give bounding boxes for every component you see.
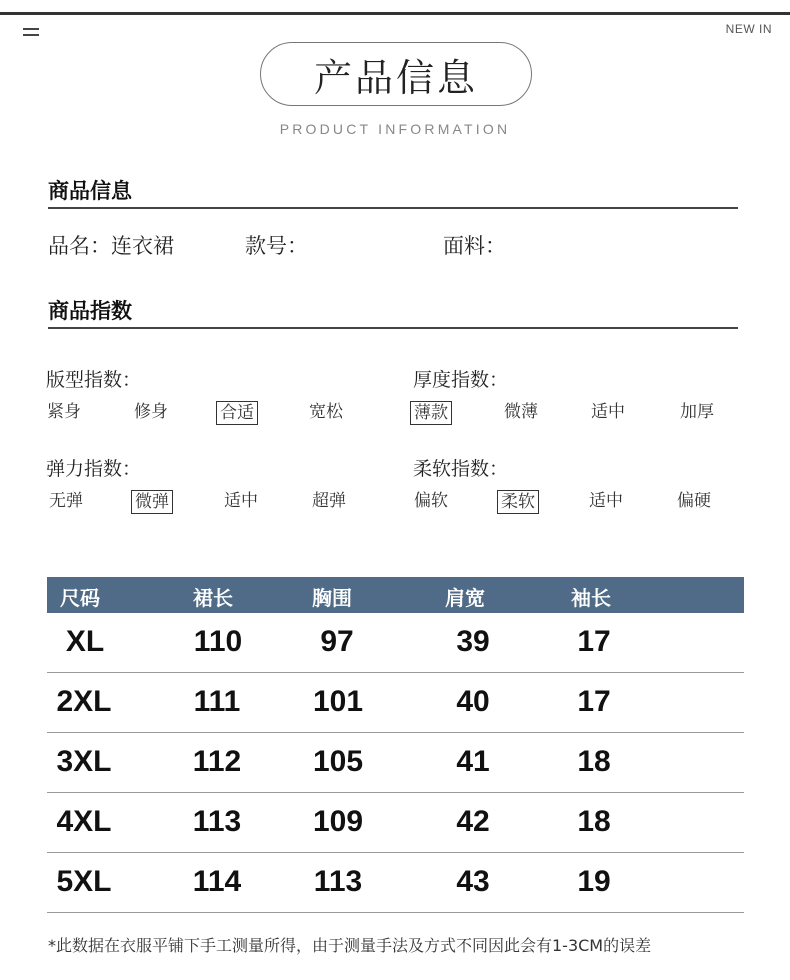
style-number: 款号： xyxy=(245,234,308,258)
dress-length-cell: 110 xyxy=(193,625,243,658)
bust-cell: 105 xyxy=(312,745,364,778)
sleeve-length-cell: 18 xyxy=(577,745,611,778)
thickness-index-label: 厚度指数： xyxy=(413,369,509,391)
dress-length-cell: 114 xyxy=(192,865,242,898)
bust-cell: 101 xyxy=(312,685,364,718)
stretch-option-medium: 适中 xyxy=(224,491,258,511)
shoulder-cell: 39 xyxy=(456,625,490,658)
softness-option-soft-selected: 柔软 xyxy=(497,490,539,514)
stretch-index-label: 弹力指数： xyxy=(46,458,142,480)
sleeve-length-cell: 17 xyxy=(577,625,611,658)
fit-option-regular-selected: 合适 xyxy=(216,401,258,425)
fit-option-loose: 宽松 xyxy=(309,402,343,422)
bust-cell: 97 xyxy=(320,625,354,658)
thickness-option-medium: 适中 xyxy=(591,402,625,422)
size-cell: 4XL xyxy=(56,805,112,838)
header-size: 尺码 xyxy=(60,586,100,610)
new-in-link[interactable]: NEW IN xyxy=(725,22,772,36)
size-cell: 3XL xyxy=(56,745,112,778)
fit-option-slim: 修身 xyxy=(134,402,168,422)
dress-length-cell: 111 xyxy=(193,685,241,718)
size-cell: XL xyxy=(65,625,105,658)
bust-cell: 109 xyxy=(312,805,364,838)
header-shoulder: 肩宽 xyxy=(445,586,485,610)
stretch-option-slight-selected: 微弹 xyxy=(131,490,173,514)
table-row xyxy=(47,673,744,733)
product-name: 品名：连衣裙 xyxy=(48,234,174,258)
size-cell: 2XL xyxy=(56,685,112,718)
thickness-option-thick: 加厚 xyxy=(680,402,714,422)
shoulder-cell: 41 xyxy=(456,745,490,778)
product-info-heading: 商品信息 xyxy=(48,179,132,203)
product-info-divider xyxy=(48,207,738,209)
index-divider xyxy=(48,327,738,329)
table-row xyxy=(47,733,744,793)
top-rule xyxy=(0,12,790,15)
page-title: 产品信息 xyxy=(260,42,532,106)
sleeve-length-cell: 19 xyxy=(577,865,611,898)
softness-option-somewhat-soft: 偏软 xyxy=(414,491,448,511)
table-row xyxy=(47,853,744,913)
fabric: 面料： xyxy=(443,234,506,258)
thickness-option-slightly-thin: 微薄 xyxy=(504,402,538,422)
shoulder-cell: 42 xyxy=(456,805,490,838)
softness-option-medium: 适中 xyxy=(589,491,623,511)
fit-option-tight: 紧身 xyxy=(47,402,81,422)
shoulder-cell: 40 xyxy=(456,685,490,718)
dress-length-cell: 113 xyxy=(192,805,242,838)
header-bust: 胸围 xyxy=(312,586,352,610)
fit-index-label: 版型指数： xyxy=(46,369,142,391)
dress-length-cell: 112 xyxy=(192,745,242,778)
size-cell: 5XL xyxy=(56,865,112,898)
hamburger-menu-icon[interactable] xyxy=(23,27,39,39)
page-subtitle: PRODUCT INFORMATION xyxy=(279,121,511,137)
header-dress-length: 裙长 xyxy=(193,586,233,610)
index-heading: 商品指数 xyxy=(48,299,132,323)
size-table-header xyxy=(47,577,744,613)
bust-cell: 113 xyxy=(313,865,363,898)
thickness-option-thin-selected: 薄款 xyxy=(410,401,452,425)
table-row xyxy=(47,793,744,853)
shoulder-cell: 43 xyxy=(456,865,490,898)
size-table xyxy=(47,577,744,913)
softness-index-label: 柔软指数： xyxy=(413,458,509,480)
stretch-option-high: 超弹 xyxy=(312,491,346,511)
sleeve-length-cell: 18 xyxy=(577,805,611,838)
table-row xyxy=(47,613,744,673)
softness-option-somewhat-hard: 偏硬 xyxy=(677,491,711,511)
header-sleeve-length: 袖长 xyxy=(571,586,611,610)
sleeve-length-cell: 17 xyxy=(577,685,611,718)
measurement-footnote: *此数据在衣服平铺下手工测量所得，由于测量手法及方式不同因此会有1-3CM的误差 xyxy=(48,936,652,955)
stretch-option-none: 无弹 xyxy=(49,491,83,511)
